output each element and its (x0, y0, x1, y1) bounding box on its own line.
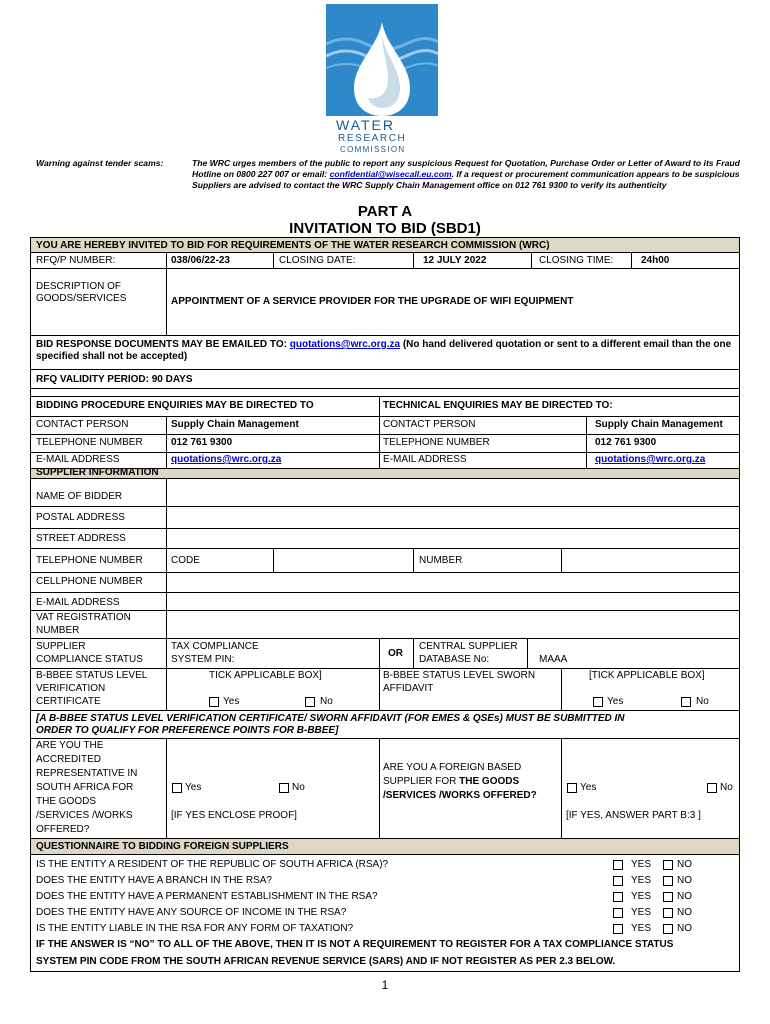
branch-no-checkbox[interactable] (663, 876, 673, 886)
bidding-contact-value: Supply Chain Management (171, 419, 299, 430)
tick-box-right-instruction: [TICK APPLICABLE BOX] (589, 670, 705, 681)
csd-label-line1: CENTRAL SUPPLIER (419, 641, 518, 652)
accredited-label-line2: ACCREDITED (36, 754, 102, 765)
description-value: APPOINTMENT OF A SERVICE PROVIDER FOR THE UPGRADE OF WIFI EQUIPMENT (171, 296, 574, 307)
warning-text (192, 158, 748, 191)
sworn-affidavit-no-checkbox[interactable] (681, 697, 691, 707)
maaa-prefix: MAAA (539, 654, 568, 665)
csd-label-line2: DATABASE No: (419, 654, 490, 665)
foreign-no-checkbox[interactable] (707, 783, 717, 793)
branch-yes-label: YES (631, 875, 652, 886)
resident-no-label: NO (677, 859, 692, 870)
sworn-affidavit-no-label: No (696, 696, 709, 707)
income-no-checkbox[interactable] (663, 908, 673, 918)
accredited-label-line6: /SERVICES /WORKS (36, 810, 133, 821)
technical-email-label: E-MAIL ADDRESS (383, 454, 467, 465)
accredited-label-line7: OFFERED? (36, 824, 90, 835)
questionnaire-heading: QUESTIONNAIRE TO BIDDING FOREIGN SUPPLIERS (36, 841, 289, 852)
foreign-yes-label: Yes (580, 782, 597, 793)
page-number: 1 (381, 978, 389, 992)
branch-yes-checkbox[interactable] (613, 876, 623, 886)
taxation-yes-checkbox[interactable] (613, 924, 623, 934)
validity-period: RFQ VALIDITY PERIOD: 90 DAYS (36, 374, 193, 385)
foreign-label-line2-bold: THE GOODS (459, 776, 520, 787)
invited-heading: YOU ARE HEREBY INVITED TO BID FOR REQUIREMENTS OF THE WATER RESEARCH COMMISSION (WRC) (36, 240, 550, 251)
bbbee-notice-line2: ORDER TO QUALIFY FOR PREFERENCE POINTS FOR B-BBEE] (36, 725, 339, 736)
telephone-code-label: CODE (171, 555, 200, 566)
technical-contact-value: Supply Chain Management (595, 419, 723, 430)
foreign-label-line1: ARE YOU A FOREIGN BASED (383, 762, 522, 773)
income-no-label: NO (677, 907, 692, 918)
compliance-label-line1: SUPPLIER (36, 641, 86, 652)
postal-address-label: POSTAL ADDRESS (36, 512, 125, 523)
bidding-email-label: E-MAIL ADDRESS (36, 454, 120, 465)
income-yes-checkbox[interactable] (613, 908, 623, 918)
accredited-no-label: No (292, 782, 305, 793)
branch-no-label: NO (677, 875, 692, 886)
foreign-yes-checkbox[interactable] (567, 783, 577, 793)
question-taxation: IS THE ENTITY LIABLE IN THE RSA FOR ANY FORM OF TAXATION? (36, 923, 354, 934)
warning-text-before: The WRC urges members of the public to report any suspicious Request for Quotation, Purchase Order or Letter of Award to its Fraud Hotline on 0800 227 007 or email: (192, 158, 740, 179)
supplier-email-label: E-MAIL ADDRESS (36, 597, 120, 608)
part-title: PART A (357, 203, 413, 220)
sworn-affidavit-yes-label: Yes (607, 696, 624, 707)
warning-text-after: . If a request or procurement communication appears to be suspicious Suppliers are advised to contact the WRC Supply Chain Management office on 012 761 9300 to verify its authenticity (192, 169, 740, 190)
questionnaire-footer-line2: SYSTEM PIN CODE FROM THE SOUTH AFRICAN REVENUE SERVICE (SARS) AND IF NOT REGISTER AS PER 2.3 BELOW. (36, 956, 616, 967)
accredited-yes-checkbox[interactable] (172, 783, 182, 793)
bidding-email-link[interactable]: quotations@wrc.org.za (171, 454, 282, 465)
warning-email-link[interactable]: confidential@wisecall.eu.com (329, 169, 452, 179)
foreign-label-line3: /SERVICES /WORKS OFFERED? (383, 790, 537, 801)
wrc-logo (326, 4, 438, 156)
description-label: DESCRIPTION OF GOODS/SERVICES (36, 281, 127, 304)
foreign-label-line2-start: SUPPLIER FOR (383, 776, 460, 787)
accredited-label-line1: ARE YOU THE (36, 740, 104, 751)
street-address-label: STREET ADDRESS (36, 533, 126, 544)
sworn-affidavit-yes-checkbox[interactable] (593, 697, 603, 707)
warning-label: Warning against tender scams: (36, 158, 164, 168)
bidding-enquiries-heading: BIDDING PROCEDURE ENQUIRIES MAY BE DIRECTED TO (36, 400, 314, 411)
bidder-name-label: NAME OF BIDDER (36, 491, 123, 502)
cellphone-label: CELLPHONE NUMBER (36, 576, 143, 587)
taxation-no-checkbox[interactable] (663, 924, 673, 934)
sworn-label-line1: B-BBEE STATUS LEVEL SWORN (383, 670, 536, 681)
establishment-yes-label: YES (631, 891, 652, 902)
bbbee-label-line2: VERIFICATION (36, 683, 106, 694)
questionnaire-footer-line1: IF THE ANSWER IS “NO” TO ALL OF THE ABOVE, THEN IT IS NOT A REQUIREMENT TO REGISTER FOR A TAX COMPLIANCE STATUS (36, 939, 674, 950)
bid-response-email-link[interactable]: quotations@wrc.org.za (289, 339, 401, 350)
accredited-label-line4: SOUTH AFRICA FOR (36, 782, 134, 793)
technical-telephone-label: TELEPHONE NUMBER (383, 437, 490, 448)
establishment-yes-checkbox[interactable] (613, 892, 623, 902)
technical-email-link[interactable]: quotations@wrc.org.za (595, 454, 706, 465)
supplier-telephone-label: TELEPHONE NUMBER (36, 555, 143, 566)
foreign-label-line2 (383, 776, 519, 788)
bbbee-label-line3: CERTIFICATE (36, 696, 101, 707)
supplier-heading: SUPPLIER INFORMATION (36, 467, 159, 478)
vat-label-line1: VAT REGISTRATION (36, 612, 131, 623)
compliance-label-line2: COMPLIANCE STATUS (36, 654, 143, 665)
tax-pin-label-line2: SYSTEM PIN: (171, 654, 235, 665)
income-yes-label: YES (631, 907, 652, 918)
bbbee-certificate-no-checkbox[interactable] (305, 697, 315, 707)
rfq-label: RFQ/P NUMBER: (36, 255, 116, 266)
technical-contact-label: CONTACT PERSON (383, 419, 476, 430)
logo-line-water: WATER (336, 117, 395, 133)
accredited-label-line5: THE GOODS (36, 796, 97, 807)
accredited-no-checkbox[interactable] (279, 783, 289, 793)
bidding-email-value (171, 454, 281, 466)
rfq-value: 038/06/22-23 (171, 255, 230, 266)
question-establishment: DOES THE ENTITY HAVE A PERMANENT ESTABLISHMENT IN THE RSA? (36, 891, 378, 902)
establishment-no-label: NO (677, 891, 692, 902)
accredited-yes-label: Yes (185, 782, 202, 793)
question-branch: DOES THE ENTITY HAVE A BRANCH IN THE RSA? (36, 875, 272, 886)
bbbee-certificate-no-label: No (320, 696, 333, 707)
accredited-label-line3: REPRESENTATIVE IN (36, 768, 138, 779)
logo-line-research: RESEARCH (338, 133, 407, 144)
technical-enquiries-heading: TECHNICAL ENQUIRIES MAY BE DIRECTED TO: (383, 400, 613, 411)
bidding-telephone-label: TELEPHONE NUMBER (36, 437, 143, 448)
bid-response-text (36, 339, 736, 363)
vat-label-line2: NUMBER (36, 625, 80, 636)
telephone-number-label: NUMBER (419, 555, 463, 566)
sworn-label-line2: AFFIDAVIT (383, 683, 434, 694)
tick-box-left-instruction: TICK APPLICABLE BOX] (209, 670, 322, 681)
taxation-no-label: NO (677, 923, 692, 934)
establishment-no-checkbox[interactable] (663, 892, 673, 902)
question-income: DOES THE ENTITY HAVE ANY SOURCE OF INCOME IN THE RSA? (36, 907, 347, 918)
technical-email-value (595, 454, 705, 466)
answer-part-b3-note: [IF YES, ANSWER PART B:3 ] (566, 810, 701, 821)
resident-no-checkbox[interactable] (663, 860, 673, 870)
bid-response-before: BID RESPONSE DOCUMENTS MAY BE EMAILED TO: (36, 339, 290, 350)
technical-telephone-value: 012 761 9300 (595, 437, 657, 448)
resident-yes-checkbox[interactable] (613, 860, 623, 870)
closing-date-label: CLOSING DATE: (279, 255, 356, 266)
bbbee-certificate-yes-label: Yes (223, 696, 240, 707)
bbbee-label-line1: B-BBEE STATUS LEVEL (36, 670, 148, 681)
or-label: OR (388, 648, 403, 659)
tax-pin-label-line1: TAX COMPLIANCE (171, 641, 259, 652)
bid-form (30, 237, 740, 972)
bbbee-notice-line1: [A B-BBEE STATUS LEVEL VERIFICATION CERTIFICATE/ SWORN AFFIDAVIT (FOR EMES & QSEs) MUST BE SUBMITTED IN (36, 713, 625, 724)
closing-time-value: 24h00 (641, 255, 670, 266)
question-resident: IS THE ENTITY A RESIDENT OF THE REPUBLIC OF SOUTH AFRICA (RSA)? (36, 859, 389, 870)
foreign-no-label: No (720, 782, 733, 793)
closing-time-label: CLOSING TIME: (539, 255, 614, 266)
bidding-contact-label: CONTACT PERSON (36, 419, 129, 430)
resident-yes-label: YES (631, 859, 652, 870)
bid-response-after: (No hand delivered quotation or sent to a different email than the one specified shall not be accepted) (36, 339, 732, 362)
taxation-yes-label: YES (631, 923, 652, 934)
bbbee-certificate-yes-checkbox[interactable] (209, 697, 219, 707)
logo-line-commission: COMMISSION (340, 145, 406, 154)
invitation-title: INVITATION TO BID (SBD1) (289, 220, 481, 237)
enclose-proof-note: [IF YES ENCLOSE PROOF] (171, 810, 297, 821)
bidding-telephone-value: 012 761 9300 (171, 437, 233, 448)
closing-date-value: 12 JULY 2022 (423, 255, 487, 266)
